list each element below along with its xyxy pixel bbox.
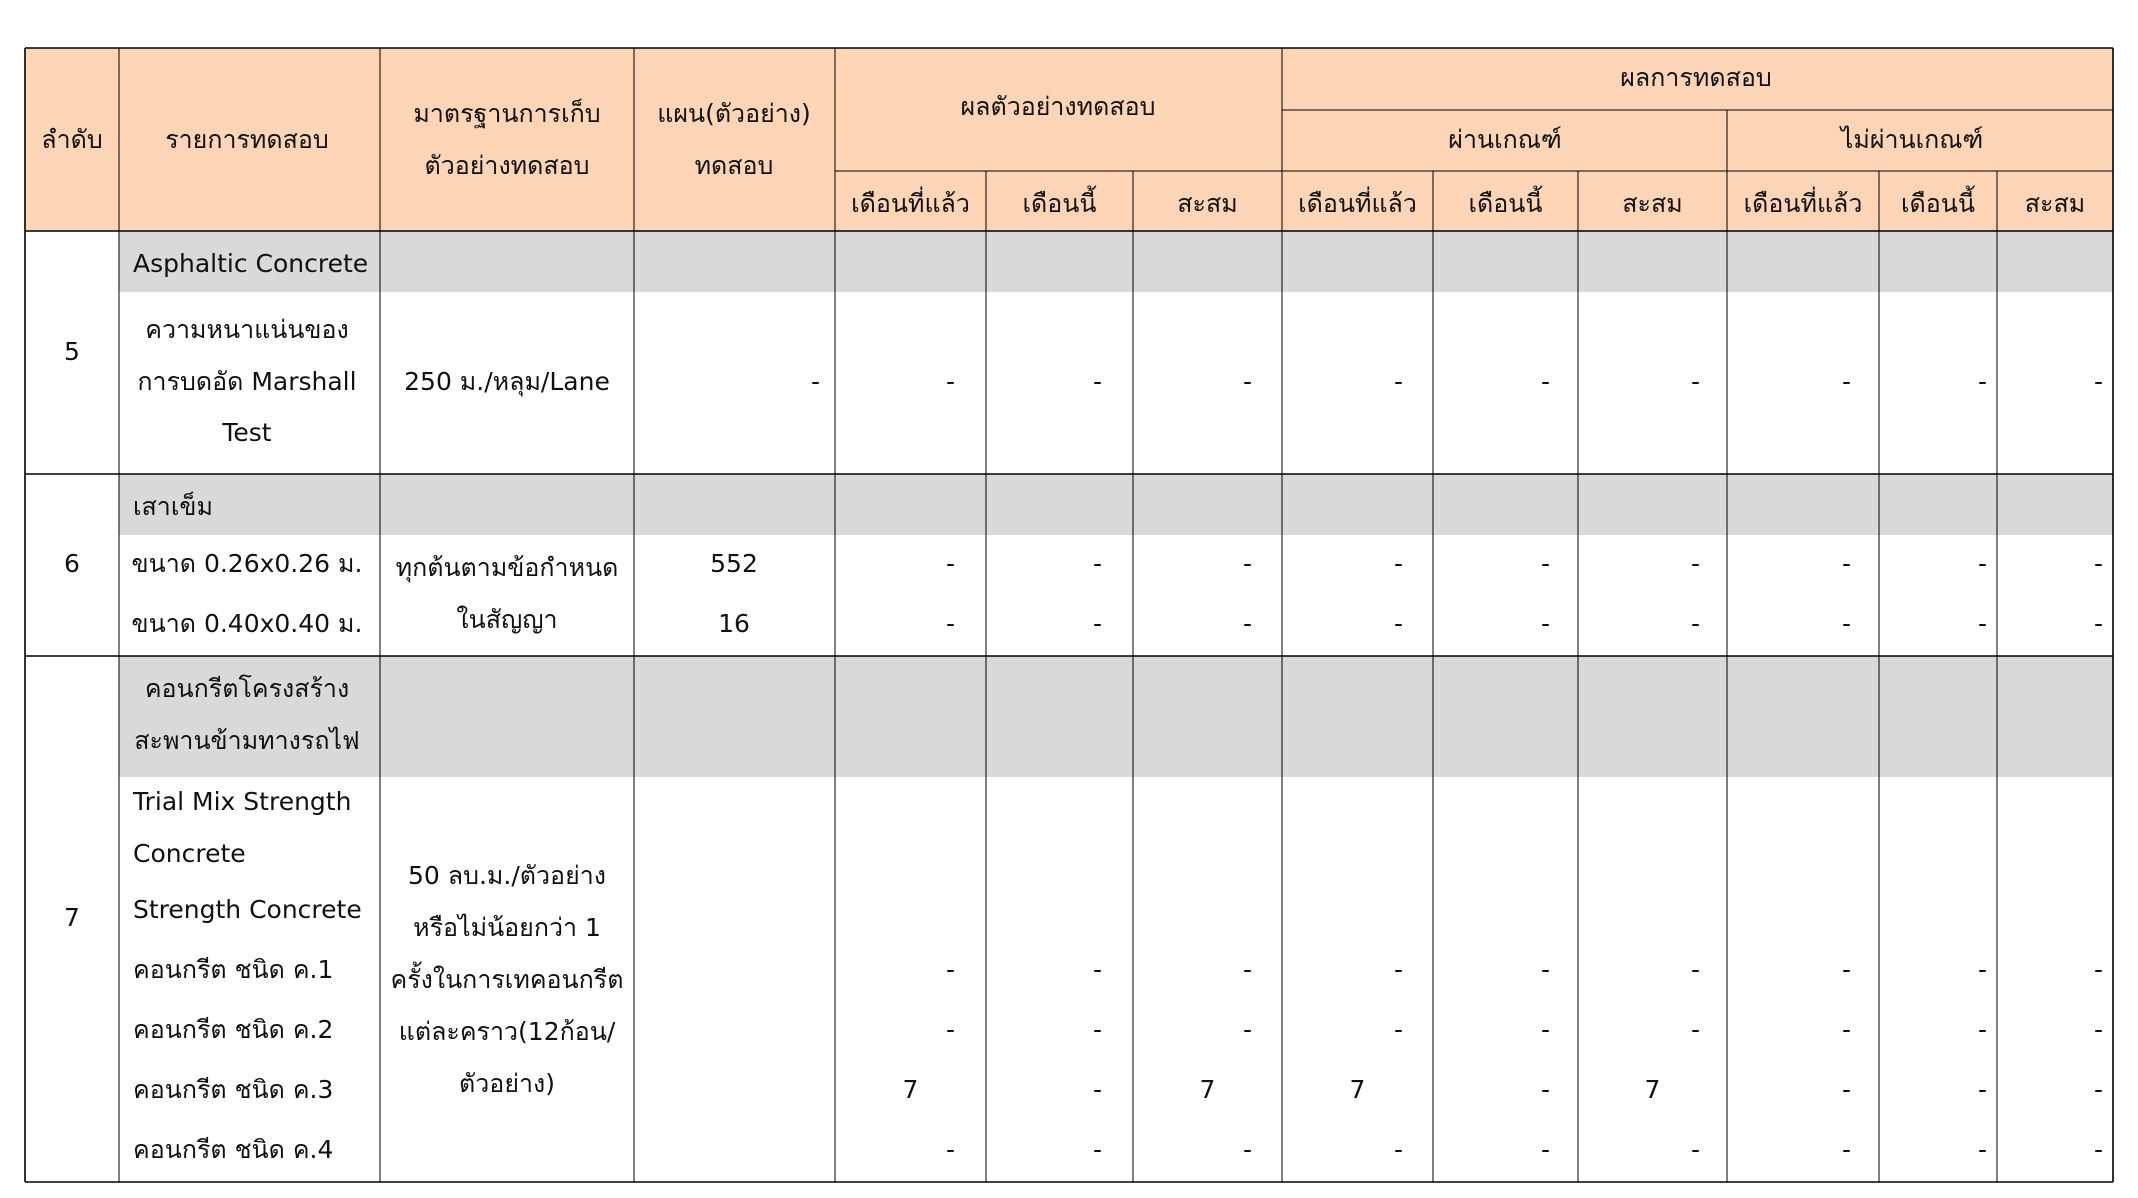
group-7-samples-cumulative-value: - (1242, 1015, 1252, 1044)
subheader-samples-cumulative: สะสม (1177, 189, 1238, 218)
group-6-item-line: ขนาด 0.26x0.26 ม. (131, 549, 363, 578)
group-5-item-line: การบดอัด Marshall (137, 367, 357, 396)
group-6-pass-cumulative-value: - (1690, 609, 1700, 638)
group-5-samples-this-month-value: - (1092, 367, 1102, 396)
subheader-samples-last-month: เดือนที่แล้ว (851, 189, 970, 218)
group-5-no: 5 (64, 337, 80, 366)
group-7-fail-this-month-value: - (1977, 1075, 1987, 1104)
group-5-fail-last-month-value: - (1841, 367, 1851, 396)
group-5-samples-last-month-value: - (945, 367, 955, 396)
group-7-title-band (119, 656, 2113, 777)
group-6-pass-last-month-value: - (1393, 549, 1403, 578)
group-7-item-line: คอนกรีต ชนิด ค.3 (133, 1075, 334, 1104)
group-7-standard-line: 50 ลบ.ม./ตัวอย่าง (408, 861, 606, 890)
group-7-item-line: Strength Concrete (133, 895, 362, 924)
group-7-pass-this-month-value: - (1540, 1015, 1550, 1044)
subheader-samples-this-month: เดือนนี้ (1022, 189, 1097, 218)
group-7-standard-line: ตัวอย่าง) (459, 1069, 555, 1098)
group-7-item-line: Concrete (133, 839, 246, 868)
header-results: ผลการทดสอบ (1620, 63, 1772, 92)
group-7-samples-last-month-value: - (945, 1135, 955, 1164)
group-7-samples-cumulative-value: - (1242, 955, 1252, 984)
header-item: รายการทดสอบ (165, 125, 329, 154)
group-7-standard-line: แต่ละคราว(12ก้อน/ (398, 1017, 616, 1046)
group-7-item-line: คอนกรีต ชนิด ค.1 (133, 955, 334, 984)
group-7-samples-last-month-value: 7 (902, 1075, 919, 1104)
group-7-item-line: คอนกรีต ชนิด ค.4 (133, 1135, 334, 1164)
group-6-title-band (119, 474, 2113, 535)
group-6-pass-cumulative-value: - (1690, 549, 1700, 578)
group-7-fail-cumulative-value: - (2093, 1135, 2103, 1164)
group-7-pass-cumulative-value: 7 (1644, 1075, 1661, 1104)
group-7-samples-cumulative-value: 7 (1199, 1075, 1216, 1104)
group-7-title: สะพานข้ามทางรถไฟ (134, 726, 360, 755)
group-5-pass-cumulative-value: - (1690, 367, 1700, 396)
group-7-fail-this-month-value: - (1977, 955, 1987, 984)
group-7-fail-last-month-value: - (1841, 1075, 1851, 1104)
group-5-item-line: ความหนาแน่นของ (145, 315, 349, 344)
group-7-pass-last-month-value: - (1393, 1135, 1403, 1164)
group-7-fail-cumulative-value: - (2093, 1015, 2103, 1044)
group-5-pass-this-month-value: - (1540, 367, 1550, 396)
group-6-fail-cumulative-value: - (2093, 549, 2103, 578)
group-6-fail-this-month-value: - (1977, 609, 1987, 638)
group-7-standard-line: หรือไม่น้อยกว่า 1 (413, 913, 601, 942)
group-7-pass-this-month-value: - (1540, 955, 1550, 984)
group-6-fail-this-month-value: - (1977, 549, 1987, 578)
group-7-samples-this-month-value: - (1092, 1135, 1102, 1164)
group-6-pass-last-month-value: - (1393, 609, 1403, 638)
group-7-samples-this-month-value: - (1092, 1015, 1102, 1044)
group-6-samples-cumulative-value: - (1242, 609, 1252, 638)
header-plan-line2: ทดสอบ (694, 151, 774, 180)
group-6-samples-this-month-value: - (1092, 549, 1102, 578)
group-6-samples-last-month-value: - (945, 549, 955, 578)
group-6-fail-cumulative-value: - (2093, 609, 2103, 638)
group-7-pass-cumulative-value: - (1690, 955, 1700, 984)
header-fail: ไม่ผ่านเกณฑ์ (1840, 125, 1984, 154)
group-6-plan-value: 552 (710, 549, 758, 578)
group-7-fail-this-month-value: - (1977, 1015, 1987, 1044)
group-7-samples-last-month-value: - (945, 955, 955, 984)
group-6-plan-value: 16 (718, 609, 750, 638)
header-no: ลำดับ (41, 125, 103, 154)
group-6-samples-cumulative-value: - (1242, 549, 1252, 578)
group-6-fail-last-month-value: - (1841, 609, 1851, 638)
group-6-item-line: ขนาด 0.40x0.40 ม. (131, 609, 363, 638)
group-5-pass-last-month-value: - (1393, 367, 1403, 396)
group-7-pass-last-month-value: - (1393, 1015, 1403, 1044)
group-6-standard-line: ทุกต้นตามข้อกำหนด (395, 553, 619, 582)
group-5-plan-value: - (810, 367, 820, 396)
header-samples: ผลตัวอย่างทดสอบ (960, 92, 1156, 121)
group-7-samples-this-month-value: - (1092, 955, 1102, 984)
group-7-samples-last-month-value: - (945, 1015, 955, 1044)
group-7-pass-last-month-value: 7 (1349, 1075, 1366, 1104)
subheader-fail-last-month: เดือนที่แล้ว (1743, 189, 1863, 218)
group-6-no: 6 (64, 549, 80, 578)
group-7-pass-cumulative-value: - (1690, 1135, 1700, 1164)
group-7-standard-line: ครั้งในการเทคอนกรีต (390, 965, 624, 994)
group-5-standard-line: 250 ม./หลุม/Lane (404, 367, 610, 396)
group-7-pass-this-month-value: - (1540, 1075, 1550, 1104)
group-5-title-band (119, 231, 2113, 292)
group-5-title: Asphaltic Concrete (133, 249, 369, 278)
group-7-fail-cumulative-value: - (2093, 1075, 2103, 1104)
subheader-pass-cumulative: สะสม (1622, 189, 1683, 218)
group-6-pass-this-month-value: - (1540, 609, 1550, 638)
group-7-fail-last-month-value: - (1841, 1135, 1851, 1164)
group-7-pass-last-month-value: - (1393, 955, 1403, 984)
subheader-pass-last-month: เดือนที่แล้ว (1298, 189, 1417, 218)
header-plan-line1: แผน(ตัวอย่าง) (657, 99, 811, 128)
header-standard-line2: ตัวอย่างทดสอบ (424, 151, 590, 180)
group-5-fail-cumulative-value: - (2093, 367, 2103, 396)
group-7-fail-last-month-value: - (1841, 1015, 1851, 1044)
group-7-no: 7 (64, 903, 80, 932)
group-6-pass-this-month-value: - (1540, 549, 1550, 578)
group-6-standard-line: ในสัญญา (456, 605, 558, 634)
header-standard-line1: มาตรฐานการเก็บ (413, 99, 601, 128)
subheader-pass-this-month: เดือนนี้ (1468, 189, 1543, 218)
group-7-samples-this-month-value: - (1092, 1075, 1102, 1104)
group-5-item-line: Test (222, 418, 272, 447)
group-5-fail-this-month-value: - (1977, 367, 1987, 396)
group-6-samples-this-month-value: - (1092, 609, 1102, 638)
group-7-item-line: Trial Mix Strength (133, 787, 352, 816)
group-7-fail-cumulative-value: - (2093, 955, 2103, 984)
group-7-item-line: คอนกรีต ชนิด ค.2 (133, 1015, 334, 1044)
subheader-fail-cumulative: สะสม (2024, 189, 2086, 218)
group-7-fail-last-month-value: - (1841, 955, 1851, 984)
group-6-fail-last-month-value: - (1841, 549, 1851, 578)
group-7-title: คอนกรีตโครงสร้าง (144, 674, 350, 703)
group-5-samples-cumulative-value: - (1242, 367, 1252, 396)
group-7-samples-cumulative-value: - (1242, 1135, 1252, 1164)
group-7-pass-this-month-value: - (1540, 1135, 1550, 1164)
header-pass: ผ่านเกณฑ์ (1448, 125, 1562, 154)
group-6-title: เสาเข็ม (133, 492, 213, 521)
subheader-fail-this-month: เดือนนี้ (1901, 189, 1975, 218)
group-7-pass-cumulative-value: - (1690, 1015, 1700, 1044)
group-6-samples-last-month-value: - (945, 609, 955, 638)
group-7-fail-this-month-value: - (1977, 1135, 1987, 1164)
